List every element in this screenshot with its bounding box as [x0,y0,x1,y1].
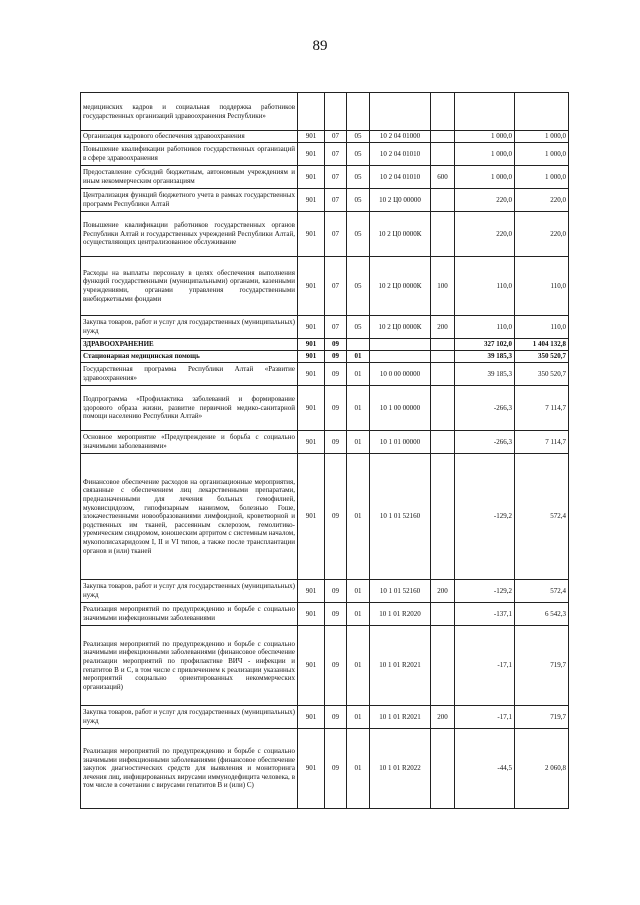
row-subsection-code: 01 [347,580,370,603]
row-subsection-code: 01 [347,351,370,363]
row-ministry-code: 901 [298,706,325,729]
row-amount-1: 39 185,3 [455,351,515,363]
row-expense-type [431,454,455,580]
row-ministry-code: 901 [298,363,325,386]
row-expense-type [431,603,455,626]
row-expense-type: 200 [431,706,455,729]
row-expense-type: 600 [431,166,455,189]
row-subsection-code: 05 [347,212,370,257]
row-ministry-code: 901 [298,339,325,351]
row-target-article: 10 2 Ц0 0000К [370,316,431,339]
row-target-article: 10 2 Ц0 0000К [370,212,431,257]
row-amount-1: -129,2 [455,580,515,603]
row-section-code: 07 [325,143,347,166]
table-row [81,580,569,603]
row-name: Реализация мероприятий по предупреждению и борьбе с социально значимыми инфекционными заболеваниями (финансовое обеспечение реализации мероприятий по профилактике ВИЧ - инфекции и гепатитов В и С, в том числе с привлечением к реализации указанных мероприятий социально ориентированных некоммерческих организаций) [81,626,298,706]
row-amount-1: -17,1 [455,626,515,706]
row-target-article: 10 1 01 52160 [370,454,431,580]
row-amount-2: 220,0 [515,212,569,257]
row-name: Закупка товаров, работ и услуг для государственных (муниципальных) нужд [81,580,298,603]
table-row [81,706,569,729]
row-amount-2: 719,7 [515,706,569,729]
row-target-article [370,93,431,131]
row-subsection-code: 05 [347,143,370,166]
row-section-code: 07 [325,212,347,257]
row-subsection-code [347,339,370,351]
row-expense-type [431,729,455,809]
row-expense-type: 100 [431,257,455,316]
row-amount-2: 1 000,0 [515,131,569,143]
row-ministry-code [298,93,325,131]
row-expense-type: 200 [431,316,455,339]
row-amount-2: 1 000,0 [515,166,569,189]
row-ministry-code: 901 [298,351,325,363]
row-ministry-code: 901 [298,729,325,809]
table-row [81,603,569,626]
row-amount-1: 327 102,0 [455,339,515,351]
row-amount-2: 7 114,7 [515,386,569,431]
row-subsection-code: 01 [347,626,370,706]
row-name: Закупка товаров, работ и услуг для государственных (муниципальных) нужд [81,706,298,729]
row-expense-type: 200 [431,580,455,603]
row-amount-2: 350 520,7 [515,351,569,363]
row-subsection-code: 05 [347,131,370,143]
row-section-code: 09 [325,603,347,626]
row-name: Подпрограмма «Профилактика заболеваний и формирование здорового образа жизни, развитие первичной медико-санитарной помощи населению Республики Алтай» [81,386,298,431]
row-ministry-code: 901 [298,189,325,212]
row-ministry-code: 901 [298,386,325,431]
row-target-article: 10 1 01 00000 [370,431,431,454]
table-row [81,166,569,189]
table-row [81,339,569,351]
row-ministry-code: 901 [298,316,325,339]
row-ministry-code: 901 [298,143,325,166]
row-amount-1: 1 000,0 [455,166,515,189]
row-subsection-code: 05 [347,316,370,339]
row-name: ЗДРАВООХРАНЕНИЕ [81,339,298,351]
row-expense-type [431,212,455,257]
row-expense-type [431,339,455,351]
row-section-code: 09 [325,431,347,454]
row-amount-1: -129,2 [455,454,515,580]
row-name: Закупка товаров, работ и услуг для государственных (муниципальных) нужд [81,316,298,339]
row-section-code [325,93,347,131]
row-expense-type [431,143,455,166]
row-ministry-code: 901 [298,603,325,626]
row-target-article [370,351,431,363]
row-name: Расходы на выплаты персоналу в целях обеспечения выполнения функций государственными (муниципальными) органами, казенными учреждениями, органами управления государственными внебюджетными фондами [81,257,298,316]
row-name: Финансовое обеспечение расходов на организационные мероприятия, связанные с обеспечением лиц лекарственными препаратами, предназначенными для лечения больных гемофилией, муковисцидозом, гипофизарным нанизмом, болезнью Гоше, злокачественными новообразованиями лимфоидной, кроветворной и родственных им тканей, рассеянным склерозом, гемолитико-уремическим синдромом, юношеским артритом с системным началом, мукополисахаридозом I, II и VI типов, а также после трансплантации органов и (или) тканей [81,454,298,580]
row-name: Повышение квалификации работников государственных органов Республики Алтай и государственных учреждений Республики Алтай, осуществляющих централизованное обслуживание [81,212,298,257]
row-section-code: 07 [325,257,347,316]
row-expense-type [431,626,455,706]
table-body [81,93,569,809]
row-name: Организация кадрового обеспечения здравоохранения [81,131,298,143]
row-ministry-code: 901 [298,257,325,316]
row-amount-1: 220,0 [455,212,515,257]
row-target-article: 10 2 04 01000 [370,131,431,143]
row-name: Основное мероприятие «Предупреждение и борьба с социально значимыми заболеваниями» [81,431,298,454]
table-row [81,189,569,212]
row-subsection-code: 01 [347,454,370,580]
row-name: медицинских кадров и социальная поддержка работников государственных организаций здравоохранения Республики» [81,93,298,131]
row-expense-type [431,386,455,431]
row-subsection-code: 01 [347,363,370,386]
row-name: Повышение квалификации работников государственных организаций в сфере здравоохранения [81,143,298,166]
row-target-article: 10 1 01 R2021 [370,626,431,706]
row-subsection-code: 01 [347,603,370,626]
row-target-article: 10 1 00 00000 [370,386,431,431]
table-row [81,131,569,143]
row-expense-type [431,93,455,131]
row-amount-1: 1 000,0 [455,143,515,166]
table-row [81,431,569,454]
row-name: Централизация функций бюджетного учета в рамках государственных программ Республики Алтай [81,189,298,212]
row-subsection-code: 01 [347,386,370,431]
row-section-code: 07 [325,316,347,339]
row-subsection-code: 01 [347,431,370,454]
row-section-code: 09 [325,706,347,729]
row-amount-2: 350 520,7 [515,363,569,386]
row-section-code: 07 [325,131,347,143]
row-target-article: 10 1 01 R2022 [370,729,431,809]
row-name: Предоставление субсидий бюджетным, автономным учреждениям и иным некоммерческим организациям [81,166,298,189]
row-expense-type [431,351,455,363]
row-amount-1: 110,0 [455,316,515,339]
row-amount-2: 572,4 [515,580,569,603]
row-ministry-code: 901 [298,431,325,454]
row-amount-2: 719,7 [515,626,569,706]
table-row [81,316,569,339]
row-section-code: 07 [325,189,347,212]
row-amount-2 [515,93,569,131]
row-section-code: 09 [325,363,347,386]
row-amount-1: 1 000,0 [455,131,515,143]
row-ministry-code: 901 [298,131,325,143]
row-section-code: 09 [325,729,347,809]
row-amount-2: 572,4 [515,454,569,580]
row-amount-1 [455,93,515,131]
row-amount-2: 110,0 [515,257,569,316]
row-amount-1: -266,3 [455,431,515,454]
row-target-article: 10 2 04 01010 [370,143,431,166]
row-subsection-code [347,93,370,131]
row-name: Реализация мероприятий по предупреждению и борьбе с социально значимыми инфекционными заболеваниями (финансовое обеспечение закупок диагностических средств для выявления и мониторинга лечения лиц, инфицированных вирусами иммунодефицита человека, в том числе в сочетании с вирусами гепатитов В и (или) С) [81,729,298,809]
row-expense-type [431,131,455,143]
row-target-article: 10 0 00 00000 [370,363,431,386]
budget-table [80,92,569,809]
table-row [81,729,569,809]
row-expense-type [431,363,455,386]
table-row [81,212,569,257]
row-section-code: 09 [325,580,347,603]
row-amount-1: -266,3 [455,386,515,431]
row-ministry-code: 901 [298,212,325,257]
row-name: Государственная программа Республики Алтай «Развитие здравоохранения» [81,363,298,386]
row-target-article: 10 1 01 R2021 [370,706,431,729]
row-amount-1: -17,1 [455,706,515,729]
row-ministry-code: 901 [298,580,325,603]
row-amount-2: 2 060,8 [515,729,569,809]
row-amount-1: 39 185,3 [455,363,515,386]
page-number: 89 [312,38,328,54]
row-section-code: 09 [325,351,347,363]
row-amount-2: 220,0 [515,189,569,212]
row-section-code: 09 [325,454,347,580]
row-amount-2: 6 542,3 [515,603,569,626]
row-ministry-code: 901 [298,454,325,580]
row-target-article: 10 1 01 R2020 [370,603,431,626]
row-target-article: 10 2 Ц0 00000 [370,189,431,212]
row-expense-type [431,189,455,212]
row-amount-2: 1 404 132,8 [515,339,569,351]
table-row [81,257,569,316]
row-subsection-code: 05 [347,189,370,212]
row-subsection-code: 01 [347,706,370,729]
row-name: Стационарная медицинская помощь [81,351,298,363]
row-subsection-code: 05 [347,257,370,316]
table-row [81,626,569,706]
table-row [81,386,569,431]
row-expense-type [431,431,455,454]
row-ministry-code: 901 [298,166,325,189]
row-section-code: 09 [325,626,347,706]
row-amount-2: 110,0 [515,316,569,339]
row-target-article: 10 1 01 52160 [370,580,431,603]
row-amount-1: -44,5 [455,729,515,809]
row-amount-1: -137,1 [455,603,515,626]
table-row [81,454,569,580]
row-amount-1: 220,0 [455,189,515,212]
row-target-article: 10 2 04 01010 [370,166,431,189]
table-row [81,363,569,386]
table-row [81,143,569,166]
row-amount-1: 110,0 [455,257,515,316]
row-section-code: 09 [325,339,347,351]
table-row [81,93,569,131]
row-ministry-code: 901 [298,626,325,706]
row-amount-2: 1 000,0 [515,143,569,166]
row-target-article [370,339,431,351]
row-target-article: 10 2 Ц0 0000К [370,257,431,316]
row-subsection-code: 01 [347,729,370,809]
row-section-code: 09 [325,386,347,431]
row-subsection-code: 05 [347,166,370,189]
row-name: Реализация мероприятий по предупреждению и борьбе с социально значимыми инфекционными заболеваниями [81,603,298,626]
table-row [81,351,569,363]
row-amount-2: 7 114,7 [515,431,569,454]
row-section-code: 07 [325,166,347,189]
